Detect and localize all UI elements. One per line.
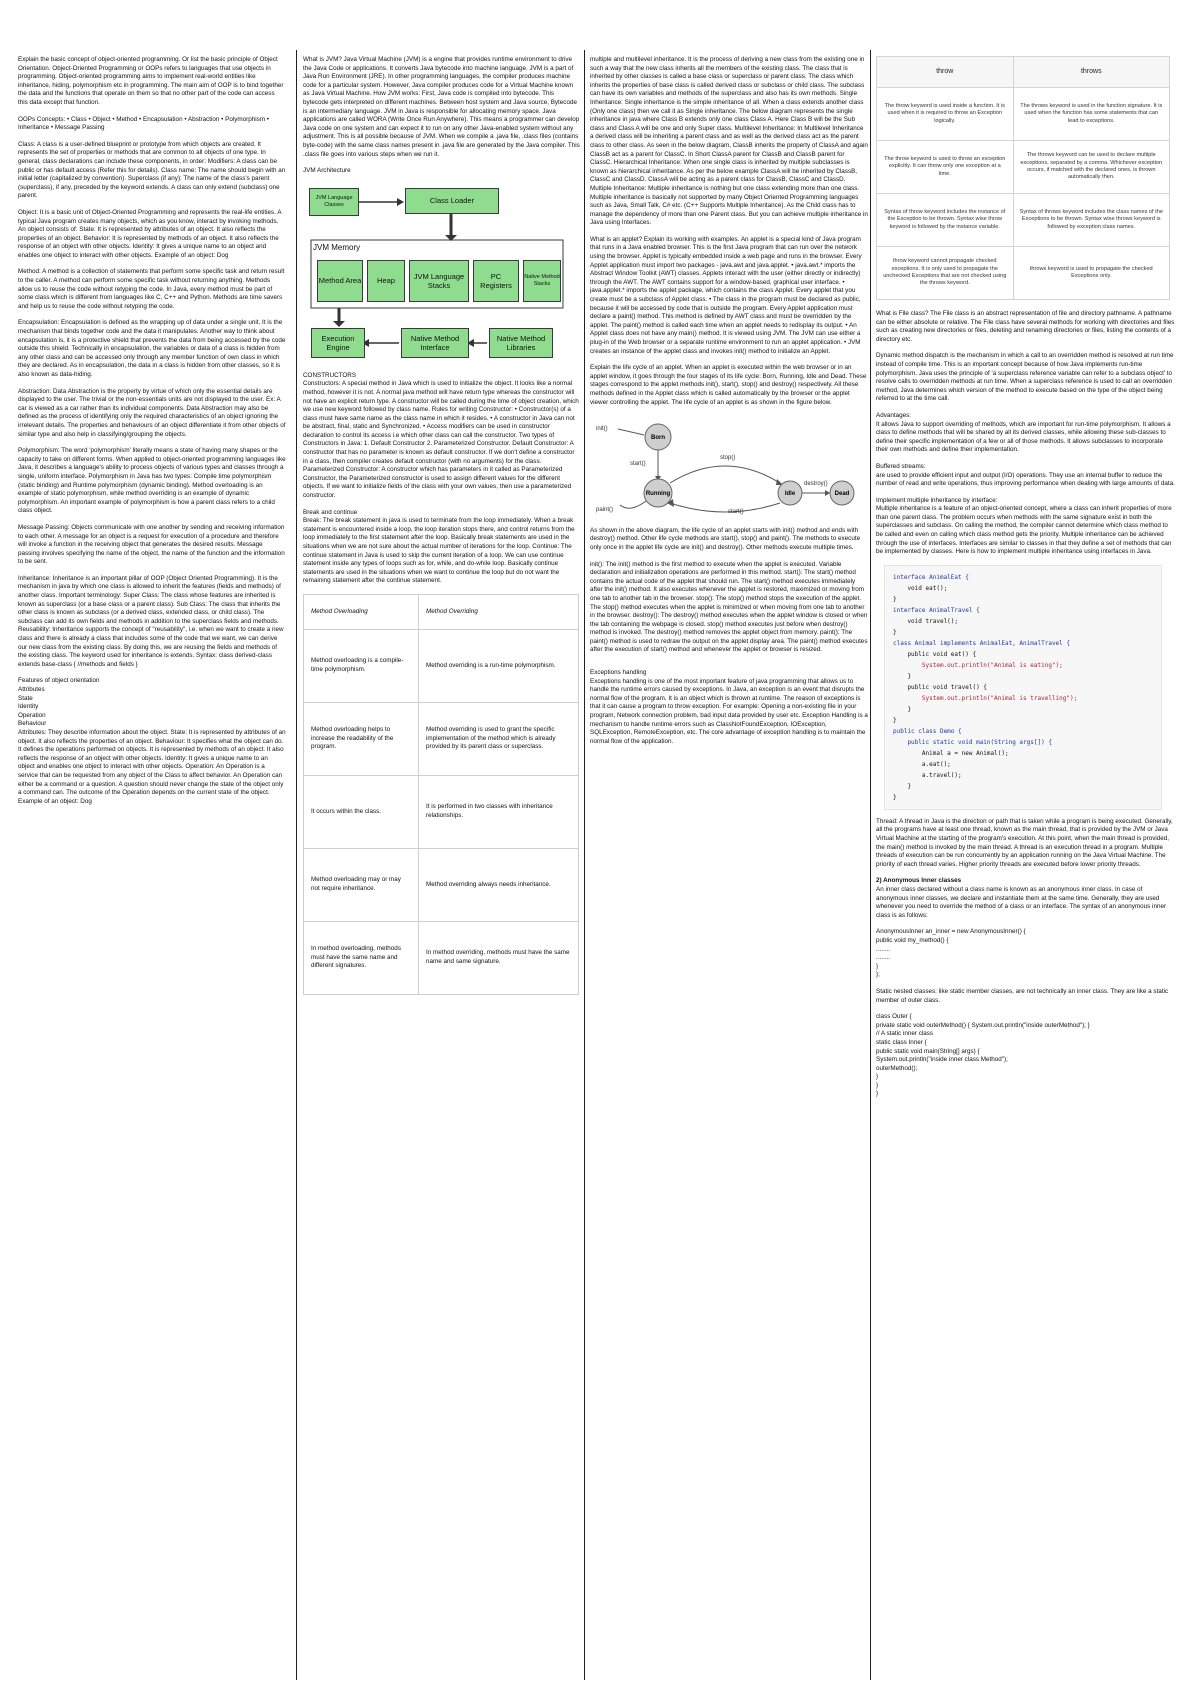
table-header: Method Overloading: [304, 594, 419, 629]
table-row: [877, 88, 1170, 141]
execution-engine-box: Execution Engine: [311, 328, 365, 358]
code-line: public void eat() {: [893, 650, 977, 658]
table-cell: In method overriding, methods must have the same name and same signature.: [419, 921, 579, 994]
code-line: }: [893, 716, 897, 724]
code-line: }: [876, 1073, 879, 1081]
language-stacks-box: JVM Language Stacks: [409, 260, 469, 302]
native-method-interface-box: Native Method Interface: [401, 328, 469, 358]
code-line: public void travel() {: [893, 683, 987, 691]
applet-lifecycle-diagram: [590, 419, 862, 515]
table-cell: throw keyword cannot propagate checked exceptions. It is only used to propagate the unchecked Exceptions that are not checked using the throws keyword.: [877, 247, 1014, 300]
anonymous-inner-code: [876, 928, 1176, 980]
oop-intro: Explain the basic concept of object-oriented programming. Or list the basic principle of Object Orientation. Object-Oriented Programming or OOPs refers to languages that use objects in programming. Object-oriented programming aims to implement real-world entities like inheritance, hiding, polymorphism etc in programming. The main aim of OOP is to bind together the data and the functions that operate on them so that no other part of the code can access this data except that function.: [18, 56, 284, 106]
table-cell: The throws keyword is used in the function signature. It is used when the function has some statements that can lead to exceptions.: [1013, 88, 1169, 141]
buffered-text: are used to provide efficient input and output (I/O) operations. They use an internal buffer to reduce the number of read and write operations, thus improving performance when dealing with large amounts of data.: [876, 471, 1175, 488]
lifecycle-methods: init(): The init() method is the first method to execute when the applet is executed. Variable declaration and initialization operations are performed in this method. start(): The start() method contains the actual code of the applet that should run. The start() method executes immediately after the init() method. It also executes whenever the applet is restored, maximized or moving from one tab to another tab in the browser. stop(): The stop() method stops the execution of the applet. The stop() method executes when the applet is minimized or when moving from one tab to another in the browser. destroy(): The destroy() method executes when the applet window is closed or when the tab containing the webpage is closed. stop() method executes just before when destroy() method is invoked. The destroy() method removes the applet object from memory. paint(): The paint() method is used to redraw the output on the applet display area. The paint() method executes after the execution of start() method and whenever the applet or browser is resized.: [590, 560, 868, 654]
stop-label: stop(): [720, 455, 736, 462]
features-description: Attributes: They describe information about the object. State: It is represented by attributes of an object. It also reflects the properties of an object. Behaviour: It specifies what the object can do. It defines the operations performed on objects. It is represented by methods of an object. It also reflects the response of an object with other objects. Identity: It gives a unique name to an object and enables one object to interact with other objects. Operation: An Operation is a service that can be requested from any object of the Class to affect behavior. An Operation can either be a command or a question. A question should never change the state of the object only a command can. The outcome of the Operation depends on the current state of the object. Example of an object: Dog: [18, 728, 286, 805]
code-line: private static void outerMethod() { System.out.println("inside outerMethod"); }: [876, 1021, 1090, 1029]
file-class-text: What is File class? The File class is an abstract representation of file and directory pathname. A pathname can be either absolute or relative. The File class have several methods for working with directories and files such as creating new directories or files, deleting and renaming directories or files, listing the contents of a directory etc.: [876, 310, 1175, 343]
code-line: }: [876, 1090, 879, 1098]
paint-label: paint(): [596, 507, 614, 514]
inheritance-definition: Inheritance: Inheritance is an important pillar of OOP (Object Oriented Programming). It is the mechanism in java by which one class is allowed to inherit the features (fields and methods) of another class. Important terminology: Super Class: The class whose features are inherited is known as superclass (or a base class or a parent class). Sub Class: The class that inherits the other class is known as subclass (or a derived class, extended class, or child class). The subclass can add its own fields and methods in addition to the superclass fields and methods. Reusability: Inheritance supports the concept of "reusability", i.e. when we want to create a new class and there is already a class that includes some of the code that we want, we can derive our new class from the existing class. By doing this, we are reusing the fields and methods of the existing class. The keyword used for inheritance is extends. Syntax: class derived-class extends base-class { //methods and fields }: [18, 574, 284, 668]
heap-box: Heap: [367, 260, 405, 302]
code-line: }: [893, 793, 897, 801]
object-definition: Object: It is a basic unit of Object-Oriented Programming and represents the real-life entities. A typical Java program creates many objects, which as you know, interact by invoking methods. An object consists of: State: It is represented by attributes of an object. It also reflects the properties of an object. Behavior: It is represented by methods of an object. It also reflects the response of an object with other objects. Identity: It gives a unique name to an object and enables one object to interact with other objects. Example of an object: Dog: [18, 208, 282, 259]
code-line: ........: [876, 945, 890, 953]
code-line: public class Demo {: [893, 727, 962, 735]
code-line: a.eat();: [893, 760, 951, 768]
code-line: System.out.println("inside inner class Method");: [876, 1056, 1008, 1064]
applet-lifecycle-text: Explain the life cycle of an applet. When an applet is executed within the web browser or in an applet window, it goes through the four stages of its life cycle: Born, Running, Idle and Dead. These stages correspond to the applet methods init(), start(), stop() and destroy() respectively. All these methods defined in the Applet class which is called automatically by the browser or the applet viewer controlling the applet. The life cycle of an applet is as shown in the figure below.: [590, 364, 867, 406]
code-line: }: [893, 595, 897, 603]
table-row: [877, 194, 1170, 247]
features-heading: Features of object orientation: [18, 677, 100, 685]
class-definition: Class: A class is a user-defined blueprint or prototype from which objects are created. It represents the set of properties or methods that are common to all objects of one type. In general, class declarations can include these components, in order: Modifiers: A class can be public or has default access (Refer this for details). Class name: The name should begin with an initial letter (capitalized by convention). Superclass (if any): The name of the class's parent (superclass), if any, preceded by the keyword extends. A class can only extend (subclass) one parent.: [18, 140, 286, 200]
code-line: public static void main(String args[]) {: [893, 738, 1052, 746]
code-line: a.travel();: [893, 771, 962, 779]
code-line: };: [876, 971, 880, 979]
table-cell: throws keyword is used to propagate the checked Exceptions only.: [1013, 247, 1169, 300]
jvm-text: What is JVM? Java Virtual Machine (JVM) is a engine that provides runtime environment to drive the Java Code or applications. It converts Java bytecode into machine language. JVM is a part of Java Run Environment (JRE). In other programming languages, the compiler produces machine code for a particular system. However, Java compiler produces code for a Virtual Machine known as Java Virtual Machine. How JVM works: First, Java code is compiled into bytecode. This bytecode gets interpreted on different machines. Between host system and Java source, Bytecode is an intermediary language. JVM in Java is responsible for allocating memory space. Java applications are called WORA (Write Once Run Anywhere). This means a programmer can develop Java code on one system and can expect it to run on any other Java-enabled system without any adjustment. This is all possible because of JVM. When we compile a .java file, .class files (contains byte-code) with the same class names present in .java file are generated by the Java compiler. This .class file goes into various steps when we run it.: [303, 56, 580, 158]
code-line: class Animal implements AnimalEat, AnimalTravel {: [893, 639, 1071, 647]
code-line: }: [876, 962, 879, 970]
column-divider: [870, 50, 871, 1680]
message-passing-definition: Message Passing: Objects communicate with one another by sending and receiving information to each other. A message for an object is a request for execution of a procedure and therefore will invoke a function in the receiving object that generates the desired results. Message passing involves specifying the name of the object, the name of the function and the information to be sent.: [18, 523, 285, 566]
exceptions-heading: Exceptions handling: [590, 669, 647, 677]
code-line: }: [893, 672, 912, 680]
feature-item: State: [18, 694, 33, 702]
destroy-label: destroy(): [804, 481, 828, 488]
thread-text: Thread: A thread in Java is the direction or path that is taken while a program is being executed. Generally, all the programs have at least one thread, known as the main thread, that is provided by the JVM or Java Virtual Machine at the starting of the program's execution. At this point, when the main thread is provided, the main() method is invoked by the main thread. A thread is an execution thread in a program. Multiple threads of execution can be run concurrently by an application running on the Java Virtual Machine. The priority of each thread varies. Higher priority threads are executed before lower priority threads.: [876, 817, 1173, 868]
exceptions-text: Exceptions handling is one of the most important feature of java programming that allows us to handle the runtime errors caused by exceptions. In Java, an exception is an event that disrupts the normal flow of the program. It is an object which is thrown at runtime. The reason of exceptions is that it can cause a program to throw exception. For example: Opening a non-existing file in your program, Network connection problem, bad input data provided by user etc. Exception Handling is a mechanism to handle runtime errors such as ClassNotFoundException, IOException, SQLException, RemoteException, etc. The core advantage of exception handling is to maintain the normal flow of the application.: [590, 677, 868, 745]
table-row: [877, 247, 1170, 300]
buffered-heading: Buffered streams:: [876, 462, 926, 470]
restart-label: start(): [728, 509, 744, 516]
code-line: System.out.println("Animal is travelling");: [893, 694, 1078, 702]
table-cell: Method overriding is used to grant the specific implementation of the method which is already provided by its parent class or superclass.: [419, 702, 579, 775]
polymorphism-definition: Polymorphism: The word 'polymorphism' literally means a state of having many shapes or the capacity to take on different forms. When applied to object-oriented programming languages like Java, it describes a language's ability to process objects of various types and classes through a single, uniform interface. Polymorphism in Java has two types: Compile time polymorphism (static binding) and Runtime polymorphism (dynamic binding). Method overloading is an example of static polymorphism, while method overriding is an example of dynamic polymorphism. An important example of polymorphism is how a parent class refers to a child class object.: [18, 447, 286, 515]
pc-registers-box: PC Registers: [473, 260, 519, 302]
anonymous-inner-heading: 2) Anonymous Inner classes: [876, 877, 962, 885]
table-cell: The throws keyword can be used to declare multiple exceptions, separated by a comma. Whichever exception occurs, if matched with the declared ones, is thrown automatically then.: [1013, 141, 1169, 194]
method-area-box: Method Area: [317, 260, 363, 302]
table-cell: In method overloading, methods must have the same name and different signatures.: [304, 921, 419, 994]
table-row: [304, 848, 579, 921]
throw-throws-table: [876, 56, 1170, 300]
running-state: Running: [645, 491, 671, 498]
table-row: [304, 921, 579, 994]
code-line: interface AnimalTravel {: [893, 606, 980, 614]
code-line: public static void main(String[] args) {: [876, 1047, 980, 1055]
method-definition: Method: A method is a collection of statements that perform some specific task and return result to the caller. A method can perform some specific task without returning anything. Methods allow us to reuse the code without retyping the code. In Java, every method must be part of some class which is different from languages like C, C++ and Python. Methods are time savers and help us to reuse the code without retyping the code.: [18, 268, 285, 310]
code-line: }: [876, 1081, 879, 1089]
table-row: [877, 141, 1170, 194]
code-line: public void my_method() {: [876, 936, 949, 944]
table-header-row: [304, 594, 579, 629]
start-label: start(): [630, 461, 646, 468]
jvm-language-classes-box: JVM Language Classes: [309, 188, 359, 216]
interface-code-block: [884, 565, 1162, 810]
init-label: init(): [596, 426, 608, 433]
code-line: }: [893, 782, 912, 790]
static-nested-code: [876, 1013, 1176, 1099]
features-list: [18, 686, 286, 729]
native-method-libraries-box: Native Method Libraries: [489, 328, 553, 358]
applet-text: What is an applet? Explain its working with examples. An applet is a special kind of Java program that runs in a Java enabled browser. This is the first Java program that can run over the network using the browser. Applet is typically embedded inside a web page and runs in the browser. Every Applet application must import two packages - java.awt and java.applet. • java.awt.* imports the Abstract Window Toolkit (AWT) classes. Applets interact with the user (either directly or indirectly) through the AWT. The AWT contains support for a window-based, graphical user interface. • java.applet.* imports the applet package, which contains the class Applet. Every applet that you create must be a subclass of Applet class. • The class in the program must be declared as public, because it will be accessed by code that is outside the program. Every Applet application must declare a paint() method. This method is defined by AWT class and must be overridden by the applet. The paint() method is called each time when an applet needs to redisplay its output. • An Applet class does not have any main() method. It is viewed using JVM. The JVM can use either a plug-in of the Web browser or a separate runtime environment to run an applet application. • JVM creates an instance of the applet class and invokes init() method to initialize an Applet.: [590, 235, 862, 355]
jvm-architecture-label: JVM Architecture: [303, 167, 351, 175]
column-4: [876, 56, 1176, 1676]
table-header: throw: [877, 57, 1014, 88]
break-heading: Break and continue: [303, 508, 358, 516]
code-line: }: [893, 628, 897, 636]
code-line: AnonymousInner an_inner = new AnonymousInner() {: [876, 928, 1026, 936]
feature-item: Identity: [18, 703, 39, 711]
code-line: outerMethod();: [876, 1064, 918, 1072]
code-line: static class Inner {: [876, 1038, 927, 1046]
native-method-stacks-box: Native Method Stacks: [523, 260, 561, 302]
table-row: [304, 702, 579, 775]
constructors-text: Constructors: A special method in Java which is used to initialize the object. It looks like a normal method, however it is not. A normal java method will have return type whereas the constructor will not have an explicit return type. A constructor will be called during the time of object creation, which we use new keyword followed by class name. Rules for writing Constructor: • Constructor(s) of a class must have same name as the class name in which it resides. • A constructor in Java can not be abstract, final, static and Synchronized. • Access modifiers can be used in constructor declaration to control its access i.e which other class can call the constructor. Two types of Constructors in Java: 1. Default Constructor 2. Parameterized Constructor. Default Constructor: A constructor that has no parameter is known as default constructor. If we don't define a constructor in a class, then compiler creates default constructor (with no arguments) for the class. Parameterized Constructor: A constructor which has parameters in it called as Parameterized Constructor, the Parameterized constructor is used to assign different values for the different objects. If we want to initialize fields of the class with your own values, then use a parameterized constructor.: [303, 380, 579, 500]
table-cell: Syntax of throw keyword includes the instance of the Exception to be thrown. Syntax wise throw keyword is followed by the instance variable.: [877, 194, 1014, 247]
table-cell: Method overloading may or may not require inheritance.: [304, 848, 419, 921]
code-line: void travel();: [893, 617, 959, 625]
advantages-heading: Advantages:: [876, 411, 912, 419]
column-1: [18, 56, 286, 1676]
code-line: ........: [876, 954, 890, 962]
constructors-heading: CONSTRUCTORS: [303, 371, 357, 379]
born-state: Born: [651, 435, 665, 442]
code-line: class Outer {: [876, 1013, 912, 1021]
table-cell: Method overloading is a compile-time polymorphism.: [304, 629, 419, 702]
table-row: [304, 629, 579, 702]
idle-state: Idle: [784, 491, 796, 498]
feature-item: Behaviour: [18, 720, 47, 728]
column-divider: [584, 50, 585, 1680]
table-header: Method Overriding: [419, 594, 579, 629]
lifecycle-explanation: As shown in the above diagram, the life cycle of an applet starts with init() method and ends with destroy() method. Other life cycle methods are start(), stop() and paint(). The methods to execute only once in the applet life cycle are init() and destroy(). Other methods execute multiple times.: [590, 526, 861, 551]
table-cell: It occurs within the class.: [304, 775, 419, 848]
code-line: interface AnimalEat {: [893, 573, 969, 581]
code-line: }: [893, 705, 912, 713]
code-line: void eat();: [893, 584, 948, 592]
encapsulation-definition: Encapsulation: Encapsulation is defined as the wrapping up of data under a single unit. It is the mechanism that binds together code and the data it manipulates. Another way to think about encapsulation is, it is a protective shield that prevents the data from being accessed by the code outside this shield. Technically in encapsulation, the variables or data of a class is hidden from any other class and can be accessed only through any member function of own class in which they are declared. As in encapsulation, the data in a class is hidden from other classes, so it is also known as data-hiding.: [18, 319, 286, 378]
column-2: [303, 56, 581, 1676]
anonymous-inner-text: An inner class declared without a class name is known as an anonymous inner class. In case of anonymous inner classes, we declare and instantiate them at the same time. Generally, they are used whenever you need to override the method of a class or an interface. The syntax of an anonymous inner class is as follows:: [876, 886, 1167, 919]
jvm-memory-label: JVM Memory: [313, 243, 361, 253]
column-3: [590, 56, 868, 1676]
table-row: [304, 775, 579, 848]
table-cell: Syntax of throws keyword includes the class names of the Exceptions to be thrown. Syntax wise throws keyword is followed by exception class names.: [1013, 194, 1169, 247]
multiple-inheritance-heading: Implement multiple inheritance by interface:: [876, 496, 998, 504]
table-cell: It is performed in two classes with inheritance relationships.: [419, 775, 579, 848]
feature-item: Operation: [18, 711, 46, 719]
break-text: Break: The break statement in java is used to terminate from the loop immediately. When a break statement is encountered inside a loop, the loop iteration stops there, and control returns from the loop immediately to the first statement after the loop. Basically break statements are used in the situations when we are not sure about the actual number of iterations for the loop. Continue: The continue statement in Java is used to skip the current iteration of a loop. We can use continue statement inside any types of loops such as for, while, and do-while loop. Basically continue statements are used in the situations when we want to continue the loop but do not want the remaining statement after the continue statement.: [303, 517, 575, 585]
table-cell: Method overriding always needs inheritance.: [419, 848, 579, 921]
dynamic-dispatch-text: Dynamic method dispatch is the mechanism in which a call to an overridden method is resolved at run time instead of compile time. This is an important concept because of how Java implements run-time polymorphism. Java uses the principle of 'a superclass reference variable can refer to a subclass object' to resolve calls to overridden methods at run time. When a superclass reference is used to call an overridden method, Java determines which version of the method to execute based on the type of the object being referred to at the time call.: [876, 352, 1174, 403]
table-cell: Method overloading helps to increase the readability of the program.: [304, 702, 419, 775]
multiple-inheritance-text: Multiple inheritance is a feature of an object-oriented concept, where a class can inherit properties of more than one parent class. The problem occurs when methods with the same signature exist in both the superclasses and subclass. On calling the method, the compiler cannot determine which class method to be called and even on calling which class method gets the priority. Multiple inheritance can be achieved through the use of interfaces. Interfaces are similar to classes in that they define a set of methods that can be implemented by classes. Here is how to implement multiple inheritance using interfaces in Java.: [876, 505, 1172, 556]
feature-item: Attributes: [18, 686, 45, 693]
class-loader-box: Class Loader: [405, 188, 499, 214]
abstraction-definition: Abstraction: Data Abstraction is the property by virtue of which only the essential details are displayed to the user. The trivial or the non-essentials units are not displayed to the user. Ex: A car is viewed as a car rather than its individual components. Data Abstraction may also be defined as the process of identifying only the required characteristics of an object ignoring the irrelevant details. The properties and behaviours of an object differentiate it from other objects of similar type and also help in classifying/grouping the objects.: [18, 387, 286, 438]
oops-concepts: OOPs Concepts: • Class • Object • Method • Encapsulation • Abstraction • Polymorphism • Inheritance • Message Passing: [18, 115, 269, 132]
table-header-row: [877, 57, 1170, 88]
advantages-text: It allows Java to support overriding of methods, which are important for run-time polymorphism. It allows a class to define methods that will be shared by all its derived classes, while allowing these sub-classes to define their specific implementation of a few or all of those methods. It allows subclasses to incorporate their own methods and define their implementation.: [876, 420, 1171, 454]
static-nested-text: Static nested classes: like static member classes, are not technically an inner class. They are like a static member of outer class.: [876, 987, 1169, 1004]
table-cell: The throw keyword is used inside a function. It is used when it is required to throw an Exception logically.: [877, 88, 1014, 141]
column-divider: [296, 50, 297, 1680]
table-header: throws: [1013, 57, 1169, 88]
table-cell: The throw keyword is used to throw an exception explicitly. It can throw only one exception at a time.: [877, 141, 1014, 194]
overloading-overriding-table: [303, 594, 579, 995]
code-line: Animal a = new Animal();: [893, 749, 1009, 757]
dead-state: Dead: [834, 491, 850, 498]
code-line: // A static inner class: [876, 1030, 934, 1038]
inheritance-types-text: multiple and multilevel inheritance. It is the process of deriving a new class from the existing one in such a way that the new class inherits all the members of the existing class. The class that is inherited by other classes is called a base class or superclass or parent class. The class which inherits the properties of base class is called derived class or subclass or child class. The subclass can have its own variables and methods of the superclass and also has its own methods. Single Inheritance: Single inheritance is the simple inheritance of all. When a class extends another class (Only one class) then we call it as Single inheritance. The below diagram represents the single inheritance in java where Class B extends only one class Class A. Here Class B will be the Sub class and Class A will be one and only Super class. Multilevel Inheritance: In Multilevel Inheritance a derived class will be inheriting a parent class and as well as the derived class act as the parent class to other class. As seen in the below diagram, ClassB inherits the property of ClassA and again ClassB act as a parent for ClassC. In Short ClassA parent for ClassB and ClassB parent for ClassC. Hierarchical Inheritance: When one single class is inherited by multiple subclasses is known as hierarchical inheritance. As per the below example ClassA will be inherited by ClassB, ClassC and ClassD. ClassA will be acting as a parent class for ClassB, ClassC and ClassD. Multiple Inheritance: Multiple inheritance is nothing but one class extending more than one class. Multiple inheritance is basically not supported by many Object Oriented Programming languages such as Java, Small Talk, C# etc. (C++ Supports Multiple Inheritance). As the Child class has to manage the dependency of more than one Parent class. But you can achieve multiple inheritance in Java using Interfaces.: [590, 56, 868, 227]
table-cell: Method overriding is a run-time polymorphism.: [419, 629, 579, 702]
code-line: System.out.println("Animal is eating");: [893, 661, 1063, 669]
jvm-architecture-diagram: [309, 180, 571, 358]
